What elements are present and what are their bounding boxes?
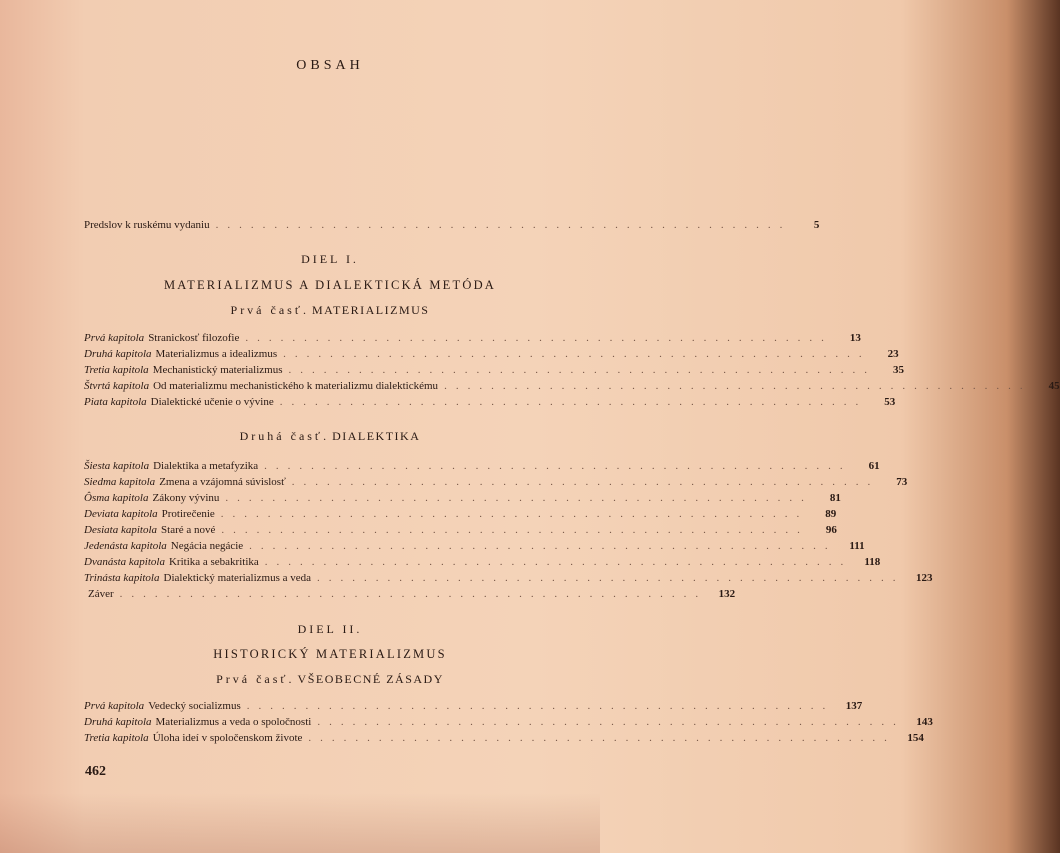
- chapter-label: Ôsma kapitola: [84, 492, 149, 504]
- entry-page: 143: [916, 716, 933, 728]
- chapter-label: Desiata kapitola: [84, 524, 158, 536]
- leader-dots: ..................................................: [308, 732, 896, 744]
- entry-text: Od materializmu mechanistického k materializmu dialektickému: [153, 380, 439, 392]
- leader-dots: ..................................................: [221, 524, 809, 536]
- entry-text: Dialektické učenie o vývine: [150, 396, 274, 408]
- toc-entry: [84, 587, 736, 602]
- chapter-label: Deviata kapitola: [84, 508, 158, 520]
- entry-text: Zákony vývinu: [152, 492, 220, 504]
- entry-text: Materializmus a veda o spoločnosti: [155, 716, 312, 728]
- section-prefix: Prvá časť.: [230, 303, 309, 317]
- toc-entry: [84, 731, 924, 746]
- entry-text: Stranickosť filozofie: [148, 332, 240, 344]
- toc-entry: [84, 395, 896, 410]
- entry-page: 154: [907, 732, 924, 744]
- leader-dots: ..................................................: [119, 588, 708, 600]
- entry-page: 13: [849, 332, 861, 344]
- toc-entry: [84, 379, 1060, 394]
- entry-page: 45: [1048, 380, 1060, 392]
- toc-entry: [84, 475, 908, 490]
- entry-page: 53: [884, 396, 896, 408]
- entry-text: Staré a nové: [161, 524, 216, 536]
- entry-text: Mechanistický materializmus: [152, 364, 283, 376]
- leader-dots: ..................................................: [317, 716, 905, 728]
- entry-text: Negácia negácie: [170, 540, 244, 552]
- entry-page: 73: [896, 476, 908, 488]
- page-number: 462: [85, 764, 106, 779]
- entry-page: 89: [825, 508, 837, 520]
- leader-dots: ..................................................: [249, 540, 837, 552]
- leader-dots: ..................................................: [291, 476, 880, 488]
- chapter-label: Dvanásta kapitola: [84, 556, 165, 568]
- chapter-label: Prvá kapitola: [84, 332, 145, 344]
- chapter-label: Jedenásta kapitola: [84, 540, 167, 552]
- toc-entry: [84, 331, 861, 346]
- entry-page: 111: [849, 540, 865, 552]
- toc-entry: [84, 507, 837, 522]
- toc-entry: [84, 699, 863, 714]
- section-name: VŠEOBECNÉ ZÁSADY: [297, 672, 444, 686]
- chapter-label: Tretia kapitola: [84, 364, 149, 376]
- part2-section1-heading: [60, 672, 600, 687]
- leader-dots: ..................................................: [246, 700, 835, 712]
- entry-text: Úloha ideí v spoločenskom živote: [152, 732, 303, 744]
- toc-entry: [84, 491, 841, 506]
- chapter-label: Šiesta kapitola: [84, 460, 150, 472]
- entry-text: Záver: [88, 588, 114, 600]
- entry-text: Protirečenie: [161, 508, 215, 520]
- toc-entry: [84, 715, 933, 730]
- part1-title: MATERIALIZMUS A DIALEKTICKÁ METÓDA: [163, 278, 497, 292]
- entry-page: 81: [829, 492, 841, 504]
- toc-entry: [84, 539, 865, 554]
- section-name: DIALEKTIKA: [332, 429, 421, 443]
- entry-page: 35: [893, 364, 905, 376]
- chapter-label: Trinásta kapitola: [84, 572, 160, 584]
- entry-page: 123: [916, 572, 933, 584]
- entry-page: 132: [718, 588, 736, 600]
- leader-dots: ..................................................: [264, 556, 853, 568]
- entry-text: Predslov k ruskému vydaniu: [84, 219, 210, 231]
- toc-entry: [84, 347, 899, 362]
- leader-dots: ..................................................: [220, 508, 809, 520]
- chapter-label: Štvrtá kapitola: [84, 380, 150, 392]
- entry-page: 61: [868, 460, 880, 472]
- toc-entry: [84, 571, 933, 586]
- chapter-label: Prvá kapitola: [84, 700, 145, 712]
- entry-text: Zmena a vzájomná súvislosť: [159, 476, 286, 488]
- chapter-label: Tretia kapitola: [84, 732, 149, 744]
- toc-entry: [84, 523, 837, 538]
- section-name: MATERIALIZMUS: [311, 303, 430, 317]
- entry-page: 137: [845, 700, 863, 712]
- part2-title: HISTORICKÝ MATERIALIZMUS: [213, 647, 447, 661]
- entry-text: Materializmus a idealizmus: [155, 348, 278, 360]
- entry-page: 5: [813, 219, 820, 231]
- leader-dots: ..................................................: [444, 380, 1032, 392]
- toc-entry: [84, 459, 880, 474]
- chapter-label: Druhá kapitola: [84, 348, 152, 360]
- leader-dots: ..................................................: [245, 332, 833, 344]
- chapter-label: Druhá kapitola: [84, 716, 152, 728]
- entry-text: Kritika a sebakritika: [168, 556, 259, 568]
- toc-entry: [84, 363, 905, 378]
- part1-section2-heading: [60, 429, 600, 444]
- toc-entry-preface: [84, 218, 820, 233]
- part1-section1-heading: [60, 303, 600, 318]
- leader-dots: ..................................................: [279, 396, 868, 408]
- entry-text: Dialektický materializmus a veda: [163, 572, 312, 584]
- entry-text: Dialektika a metafyzika: [153, 460, 259, 472]
- section-prefix: Prvá časť.: [216, 672, 295, 686]
- chapter-label: Piata kapitola: [84, 396, 147, 408]
- leader-dots: ..................................................: [225, 492, 813, 504]
- page-title: OBSAH: [296, 58, 364, 73]
- leader-dots: ..................................................: [317, 572, 905, 584]
- entry-page: 23: [887, 348, 899, 360]
- page-shading: [0, 793, 600, 853]
- leader-dots: ..................................................: [283, 348, 871, 360]
- section-prefix: Druhá časť.: [239, 429, 330, 443]
- part2-heading: DIEL II.: [297, 622, 363, 636]
- part1-heading: DIEL I.: [301, 252, 359, 266]
- leader-dots: .................................................: [215, 219, 792, 231]
- leader-dots: ..................................................: [264, 460, 852, 472]
- entry-text: Vedecký socializmus: [148, 700, 241, 712]
- entry-page: 118: [864, 556, 881, 568]
- chapter-label: Siedma kapitola: [84, 476, 156, 488]
- leader-dots: ..................................................: [288, 364, 877, 376]
- entry-page: 96: [825, 524, 837, 536]
- toc-entry: [84, 555, 881, 570]
